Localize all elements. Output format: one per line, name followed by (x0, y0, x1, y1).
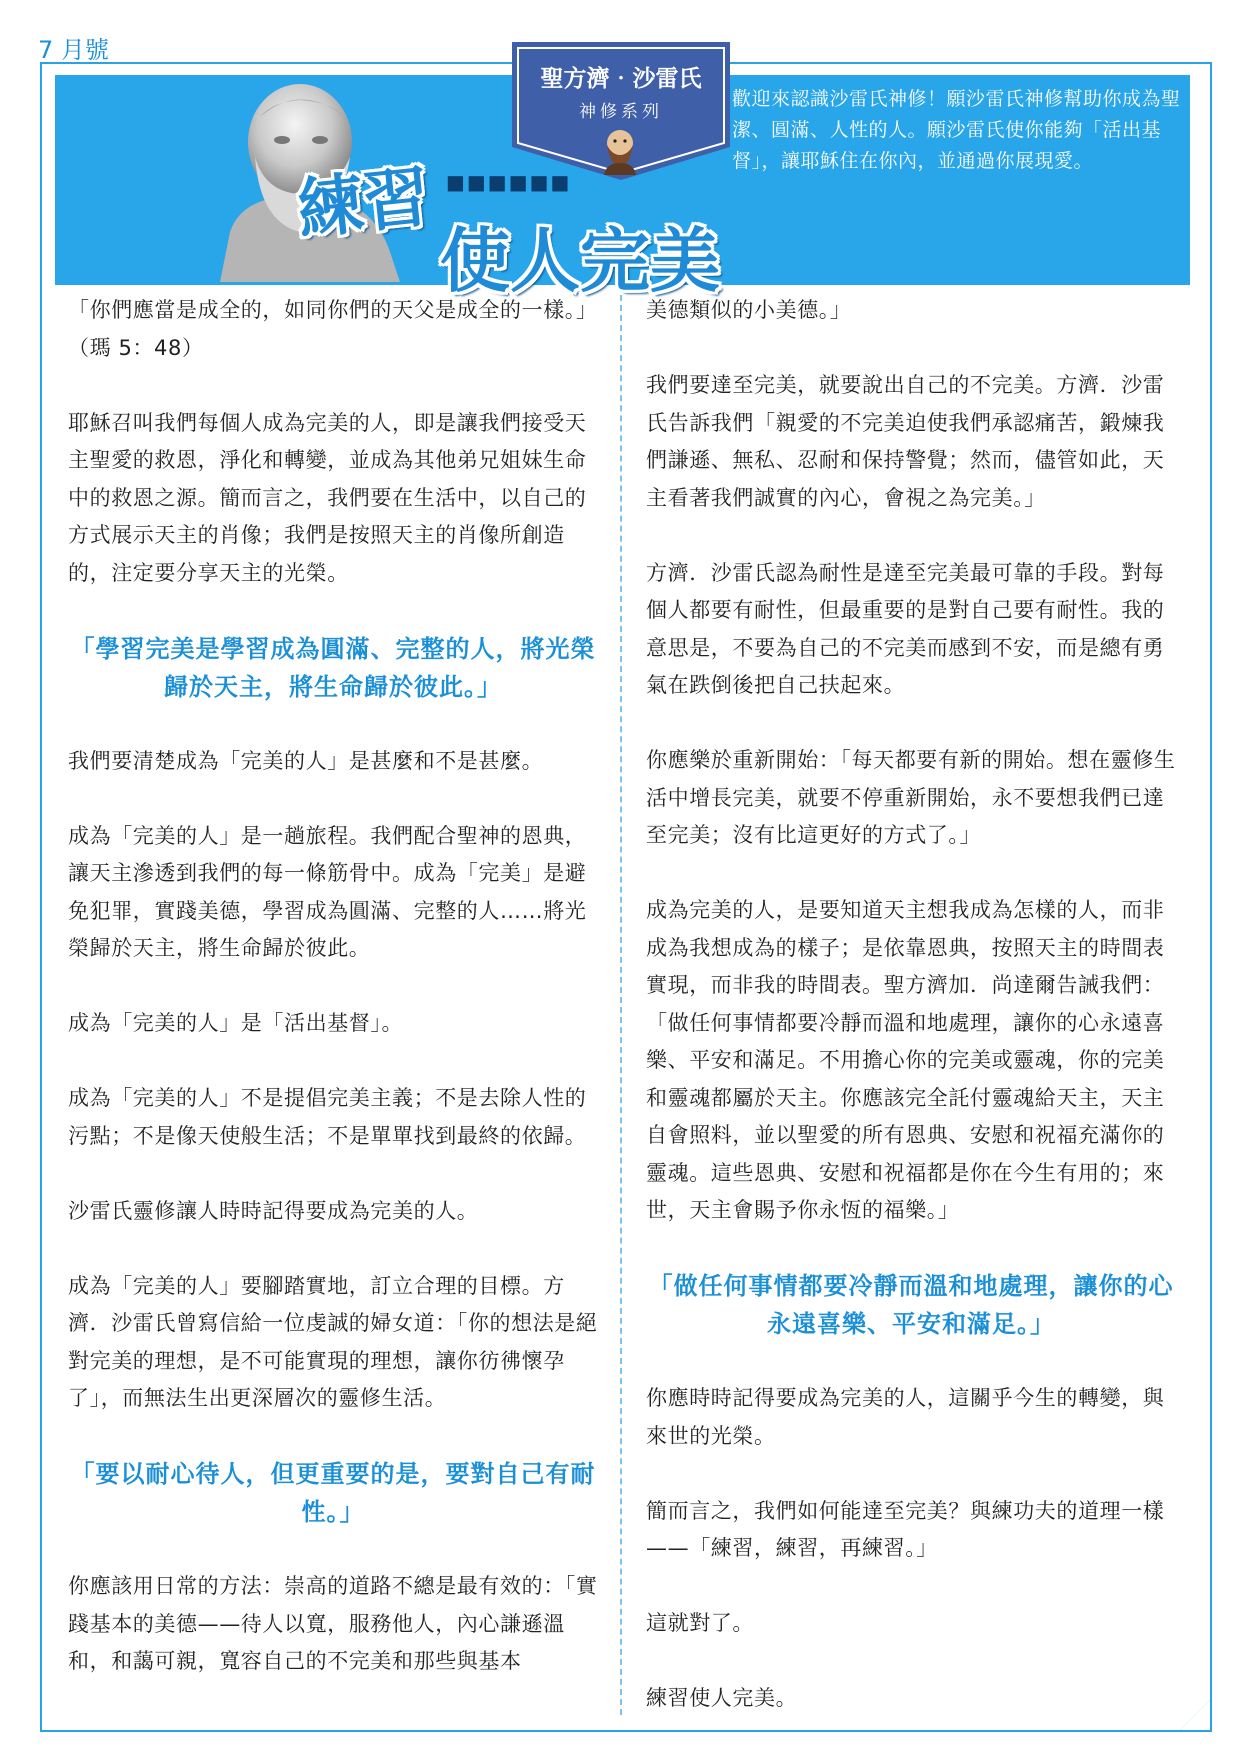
paragraph: 我們要清楚成為「完美的人」是甚麼和不是甚麼。 (68, 748, 544, 773)
right-column (646, 292, 1176, 1755)
headline-dots: ■■■■■■ (446, 170, 572, 194)
paragraph: 耶穌召叫我們每個人成為完美的人，即是讓我們接受天主聖愛的救恩，淨化和轉變，並成為其他弟兄姐妹生命中的救恩之源。簡而言之，我們要在生活中，以自己的方式展示天主的肖像；我們是按照天主的肖像所創造的，注定要分享天主的光榮。 (68, 410, 587, 585)
paragraph: 沙雷氏靈修讓人時時記得要成為完美的人。 (68, 1198, 479, 1223)
paragraph: 這就對了。 (646, 1611, 754, 1635)
paragraph: 你應時時記得要成為完美的人，這關乎今生的轉變，與來世的光榮。 (646, 1386, 1165, 1448)
issue-label: 7 月號 (38, 36, 109, 64)
paragraph: 你應樂於重新開始：「每天都要有新的開始。想在靈修生活中增長完美，就要不停重新開始，永不要想我們已達至完美；沒有比這更好的方式了。」 (646, 748, 1176, 847)
paragraph: 成為「完美的人」是一趟旅程。我們配合聖神的恩典，讓天主滲透到我們的每一條筋骨中。成為「完美」是避免犯罪，實踐美德，學習成為圓滿、完整的人……將光榮歸於天主，將生命歸於彼此。 (68, 823, 587, 960)
pull-quote: 「要以耐心待人，但更重要的是，要對自己有耐性。」 (70, 1459, 596, 1526)
paragraph: 方濟．沙雷氏認為耐性是達至完美最可靠的手段。對每個人都要有耐性，但最重要的是對自己要有耐性。我的意思是，不要為自己的不完美而感到不安，而是總有勇氣在跌倒後把自己扶起來。 (646, 560, 1165, 697)
saint-avatar-icon (598, 125, 642, 175)
paragraph: 成為「完美的人」是「活出基督」。 (68, 1011, 404, 1035)
paragraph: 美德類似的小美德。」 (646, 298, 852, 322)
left-column (68, 292, 598, 1718)
paragraph: 我們要達至完美，就要說出自己的不完美。方濟．沙雷氏告訴我們「親愛的不完美迫使我們承認痛苦，鍛煉我們謙遜、無私、忍耐和保持警覺；然而，儘管如此，天主看著我們誠實的內心，會視之為完美。」 (646, 373, 1165, 510)
series-subtitle: 神修系列 (579, 102, 663, 122)
headline-line-1: 練習 (293, 158, 434, 249)
paragraph: 你應該用日常的方法：崇高的道路不總是最有效的：「實踐基本的美德——待人以寬，服務他人，內心謙遜溫和，和藹可親，寬容自己的不完美和那些與基本 (68, 1574, 598, 1673)
paragraph: 簡而言之，我們如何能達至完美？與練功夫的道理一樣——「練習，練習，再練習。」 (646, 1498, 1165, 1560)
frame-corner-inner (1180, 1700, 1210, 1730)
pull-quote: 「學習完美是學習成為圓滿、完整的人，將光榮歸於天主，將生命歸於彼此。」 (70, 633, 596, 701)
paragraph: 成為完美的人，是要知道天主想我成為怎樣的人，而非成為我想成為的樣子；是依靠恩典，按照天主的時間表實現，而非我的時間表。聖方濟加．尚達爾告誡我們：「做任何事情都要冷靜而溫和地處理，讓你的心永遠喜樂、平安和滿足。不用擔心你的完美或靈魂，你的完美和靈魂都屬於天主。你應該完全託付靈魂給天主，天主自會照料，並以聖愛的所有恩典、安慰和祝福充滿你的靈魂。這些恩典、安慰和祝福都是你在今生有用的；來世，天主會賜予你永恆的福樂。」 (646, 898, 1165, 1222)
paragraph: 成為「完美的人」不是提倡完美主義；不是去除人性的污點；不是像天使般生活；不是單單找到最終的依歸。 (68, 1086, 587, 1148)
paragraph: 「你們應當是成全的，如同你們的天父是成全的一樣。」（瑪 5：48） (68, 298, 598, 360)
intro-text: 歡迎來認識沙雷氏神修！願沙雷氏神修幫助你成為聖潔、圓滿、人性的人。願沙雷氏使你能夠「活出基督」，讓耶穌住在你內，並通過你展現愛。 (732, 88, 1181, 172)
headline-line-2: 使人完美 (440, 220, 720, 302)
paragraph: 成為「完美的人」要腳踏實地，訂立合理的目標。方濟．沙雷氏曾寫信給一位虔誠的婦女道：「你的想法是絕對完美的理想，是不可能實現的理想，讓你彷彿懷孕了」，而無法生出更深層次的靈修生活。 (68, 1273, 598, 1410)
pull-quote: 「做任何事情都要冷靜而溫和地處理，讓你的心永遠喜樂、平安和滿足。」 (648, 1271, 1174, 1338)
paragraph: 練習使人完美。 (646, 1686, 798, 1710)
series-title: 聖方濟‧沙雷氏 (540, 65, 702, 92)
column-divider (620, 295, 622, 1715)
